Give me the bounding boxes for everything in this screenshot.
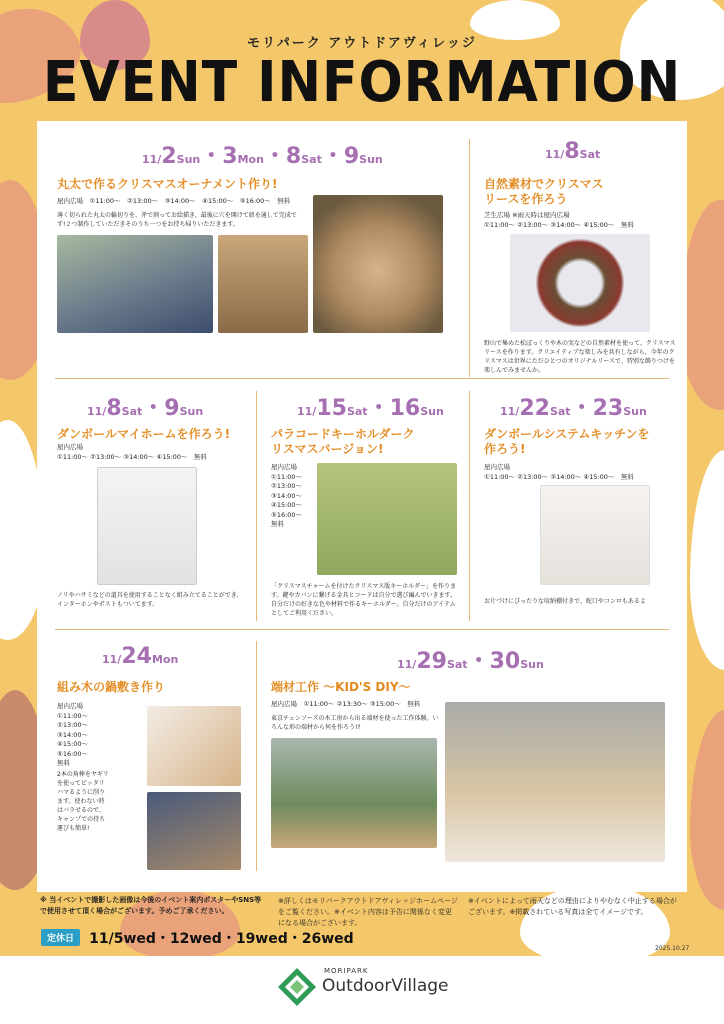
logo-icon xyxy=(277,967,317,1007)
date-part: Sat xyxy=(346,405,368,418)
footer-note-2: ※詳しくはモリパークアウトドアヴィレッジホームページをご覧ください。※イベント内容は予告に関係なく変更になる場合がございます。 xyxy=(278,897,458,927)
event-date xyxy=(500,391,647,422)
issue-date: 2025.10.27 xyxy=(655,945,690,952)
date-part: 11/ xyxy=(102,653,122,666)
date-part: Mon xyxy=(237,153,264,166)
event-title: ダンボールマイホームを作ろう! xyxy=(57,427,231,441)
event-date xyxy=(397,644,544,675)
logo-subtitle: MORIPARK xyxy=(324,967,369,975)
date-part: ・ xyxy=(467,649,490,674)
event-meta-line: ④15:00〜 xyxy=(57,740,89,748)
event-panel xyxy=(37,121,687,892)
date-part: Sun xyxy=(420,405,444,418)
event-meta-line: ⑤16:00〜 xyxy=(271,510,303,519)
date-part: 23 xyxy=(592,396,624,421)
date-part: Sun xyxy=(176,153,201,166)
event-card-4 xyxy=(257,379,469,629)
decor-leaf xyxy=(690,450,724,670)
event-card-3 xyxy=(37,379,256,629)
date-part: ・ xyxy=(570,396,593,421)
date-part: Sun xyxy=(623,405,647,418)
header-title: EVENT INFORMATION xyxy=(42,50,682,115)
footer-note-1: ※ 当イベントで撮影した画像は今後のイベント案内ポスターやSNS等で使用させて頂く場合がございます。予めご了承ください。 xyxy=(40,896,262,915)
date-part: 11/ xyxy=(397,658,417,671)
event-photo xyxy=(57,235,213,333)
event-date xyxy=(87,391,203,422)
event-meta xyxy=(57,702,88,769)
header xyxy=(0,0,724,120)
event-meta-line: 無料 xyxy=(271,520,284,528)
date-part: ・ xyxy=(142,396,165,421)
date-part: 15 xyxy=(316,396,347,421)
event-meta-line: 屋内広場 xyxy=(484,463,510,471)
date-part: Mon xyxy=(151,653,179,666)
event-title: ダンボールシステムキッチンを作ろう! xyxy=(484,427,650,456)
event-meta-line: ①11:00〜 xyxy=(271,472,303,481)
event-photo xyxy=(271,738,437,848)
event-meta: 屋内広場 ①11:00〜 ②13:30〜 ③15:00〜 無料 xyxy=(271,700,421,708)
date-part: Sat xyxy=(549,405,571,418)
event-meta-line: ③14:00〜 xyxy=(271,491,303,500)
event-photo xyxy=(97,467,197,585)
event-description: 薄く切られた丸太の輪切りを、斧で割ってお絵描き、最後に穴を開けて紐を通して完成です!２つ制作していただきそのうち一つをお持ち帰りいただきます。 xyxy=(57,212,297,228)
event-meta-line: 屋内広場 xyxy=(57,443,83,451)
decor-leaf xyxy=(690,710,724,910)
date-part: 11/ xyxy=(297,405,317,418)
footer-note-3: ※イベントによって雨天などの理由によりやむなく中止する場合がございます。※掲載されている写真は全てイメージです。 xyxy=(468,897,677,916)
event-meta: 屋内広場 ①11:00〜 ②13:00〜 ③14:00〜 ④15:00〜 ⑤16:00〜 無料 xyxy=(57,197,291,205)
event-title: 端材工作 〜KID'S DIY〜 xyxy=(271,680,411,694)
event-title: パラコードキーホルダークリスマスバージョン! xyxy=(271,427,415,456)
date-part: 11/ xyxy=(545,148,565,161)
date-part: 9 xyxy=(164,396,180,421)
event-meta-line: ②13:00〜 xyxy=(271,482,303,490)
event-title: 自然素材でクリスマスリースを作ろう xyxy=(484,177,604,206)
event-title: 組み木の鍋敷き作り xyxy=(57,680,166,694)
event-meta-line: 屋内広場 xyxy=(57,702,83,710)
date-part: Sat xyxy=(121,405,143,418)
event-meta-line: ①11:00〜 ②13:00〜 ③14:00〜 ④15:00〜 無料 xyxy=(484,220,634,229)
date-part: Sun xyxy=(520,658,544,671)
event-photo xyxy=(147,792,241,870)
closed-days xyxy=(41,927,354,948)
date-part: Sun xyxy=(179,405,204,418)
event-card-7 xyxy=(257,630,687,892)
event-meta-line: ①11:00〜 ②13:00〜 ③14:00〜 ④15:00〜 無料 xyxy=(484,472,634,481)
date-part: ・ xyxy=(321,144,344,169)
event-meta-line: ①11:00〜 ②13:00〜 ③14:00〜 ④15:00〜 無料 xyxy=(57,452,207,461)
event-description: ノリやハサミなどの道具を使用することなく組み立てることができ、インターホンやポストもついてます。 xyxy=(57,592,243,608)
event-meta-line: 無料 xyxy=(57,759,70,767)
event-photo xyxy=(147,706,241,786)
date-part: 30 xyxy=(489,649,521,674)
date-part: 8 xyxy=(564,139,580,164)
header-subtitle: モリパーク アウトドアヴィレッジ xyxy=(247,36,477,51)
event-card-2 xyxy=(470,121,687,378)
closed-dates: 11/5wed・12wed・19wed・26wed xyxy=(89,930,354,947)
date-part: 3 xyxy=(222,144,238,169)
event-photo xyxy=(313,195,443,333)
event-meta-line: ⑤16:00〜 xyxy=(57,749,89,758)
event-meta-line: ④15:00〜 xyxy=(271,501,303,509)
event-meta-line: 屋内広場 xyxy=(271,463,297,471)
event-date xyxy=(297,391,444,422)
event-meta-line: ②13:00〜 xyxy=(57,721,89,729)
date-part: Sun xyxy=(359,153,383,166)
event-date xyxy=(545,139,600,164)
event-description: 2本の角棒をヤギリを使ってピッタリハマるように削ります。使わない時はバラせるので、キャンプでの持ち運びも簡単! xyxy=(57,771,109,832)
date-part: Sat xyxy=(579,148,601,161)
event-description: 野山で集めた松ぼっくりや木の実などの自然素材を使って、クリスマスリースを作ります。クリエイティブな楽しみを共有しながら、今年のクリスマスは世界にただひとつのオリジナルリースで、特別な飾りつけを楽しんでみませんか。 xyxy=(484,340,676,374)
date-part: 11/ xyxy=(142,153,162,166)
event-meta xyxy=(57,443,207,462)
event-photo xyxy=(317,463,457,575)
logo-name: OutdoorVillage xyxy=(322,976,449,996)
event-title: 丸太で作るクリスマスオーナメント作り! xyxy=(57,177,278,191)
event-date xyxy=(142,139,383,170)
brand-logo xyxy=(275,963,455,1013)
date-part: 11/ xyxy=(500,405,520,418)
date-part: 2 xyxy=(161,144,177,169)
event-photo xyxy=(540,485,650,585)
event-meta-line: ①11:00〜 xyxy=(57,711,89,720)
date-part: Sat xyxy=(301,153,322,166)
event-meta-line: 芝生広場 ※雨天時は屋内広場 xyxy=(484,211,570,219)
closed-label: 定休日 xyxy=(41,929,80,946)
event-description: 「クリスマスチャームを付けたクリスマス版キーホルダー」を作ります。鍵やカバンに繋げる金具とコードは自分で選び編んでいきます。自分だけの好きな色や材料で作るキーホルダー。自分だけのアイテムとしてご利用ください。 xyxy=(271,583,457,617)
date-part: 29 xyxy=(416,649,447,674)
date-part: 11/ xyxy=(87,405,107,418)
date-part: 8 xyxy=(106,396,122,421)
event-description: お片づけにぴったりな収納棚付きで、蛇口やコンロもあるよ xyxy=(484,598,646,605)
event-description: 東京チェンソーズの木工房から出る端材を使った工作体験。いろんな形の端材から何を作ろう!? xyxy=(271,715,439,731)
event-card-5 xyxy=(470,379,687,629)
date-part: 22 xyxy=(519,396,550,421)
date-part: ・ xyxy=(367,396,390,421)
event-date xyxy=(102,644,178,669)
date-part: 24 xyxy=(121,644,152,669)
event-meta xyxy=(271,463,302,530)
event-meta xyxy=(484,463,634,482)
event-photo xyxy=(218,235,308,333)
event-photo xyxy=(445,702,665,862)
event-meta xyxy=(484,211,634,230)
event-photo xyxy=(510,234,650,332)
date-part: ・ xyxy=(263,144,286,169)
date-part: 8 xyxy=(285,144,302,169)
date-part: ・ xyxy=(200,144,223,169)
date-part: 9 xyxy=(343,144,360,169)
event-card-1 xyxy=(37,121,469,378)
event-card-6 xyxy=(37,630,256,892)
event-meta-line: ③14:00〜 xyxy=(57,730,89,739)
date-part: 16 xyxy=(389,396,421,421)
date-part: Sat xyxy=(446,658,468,671)
